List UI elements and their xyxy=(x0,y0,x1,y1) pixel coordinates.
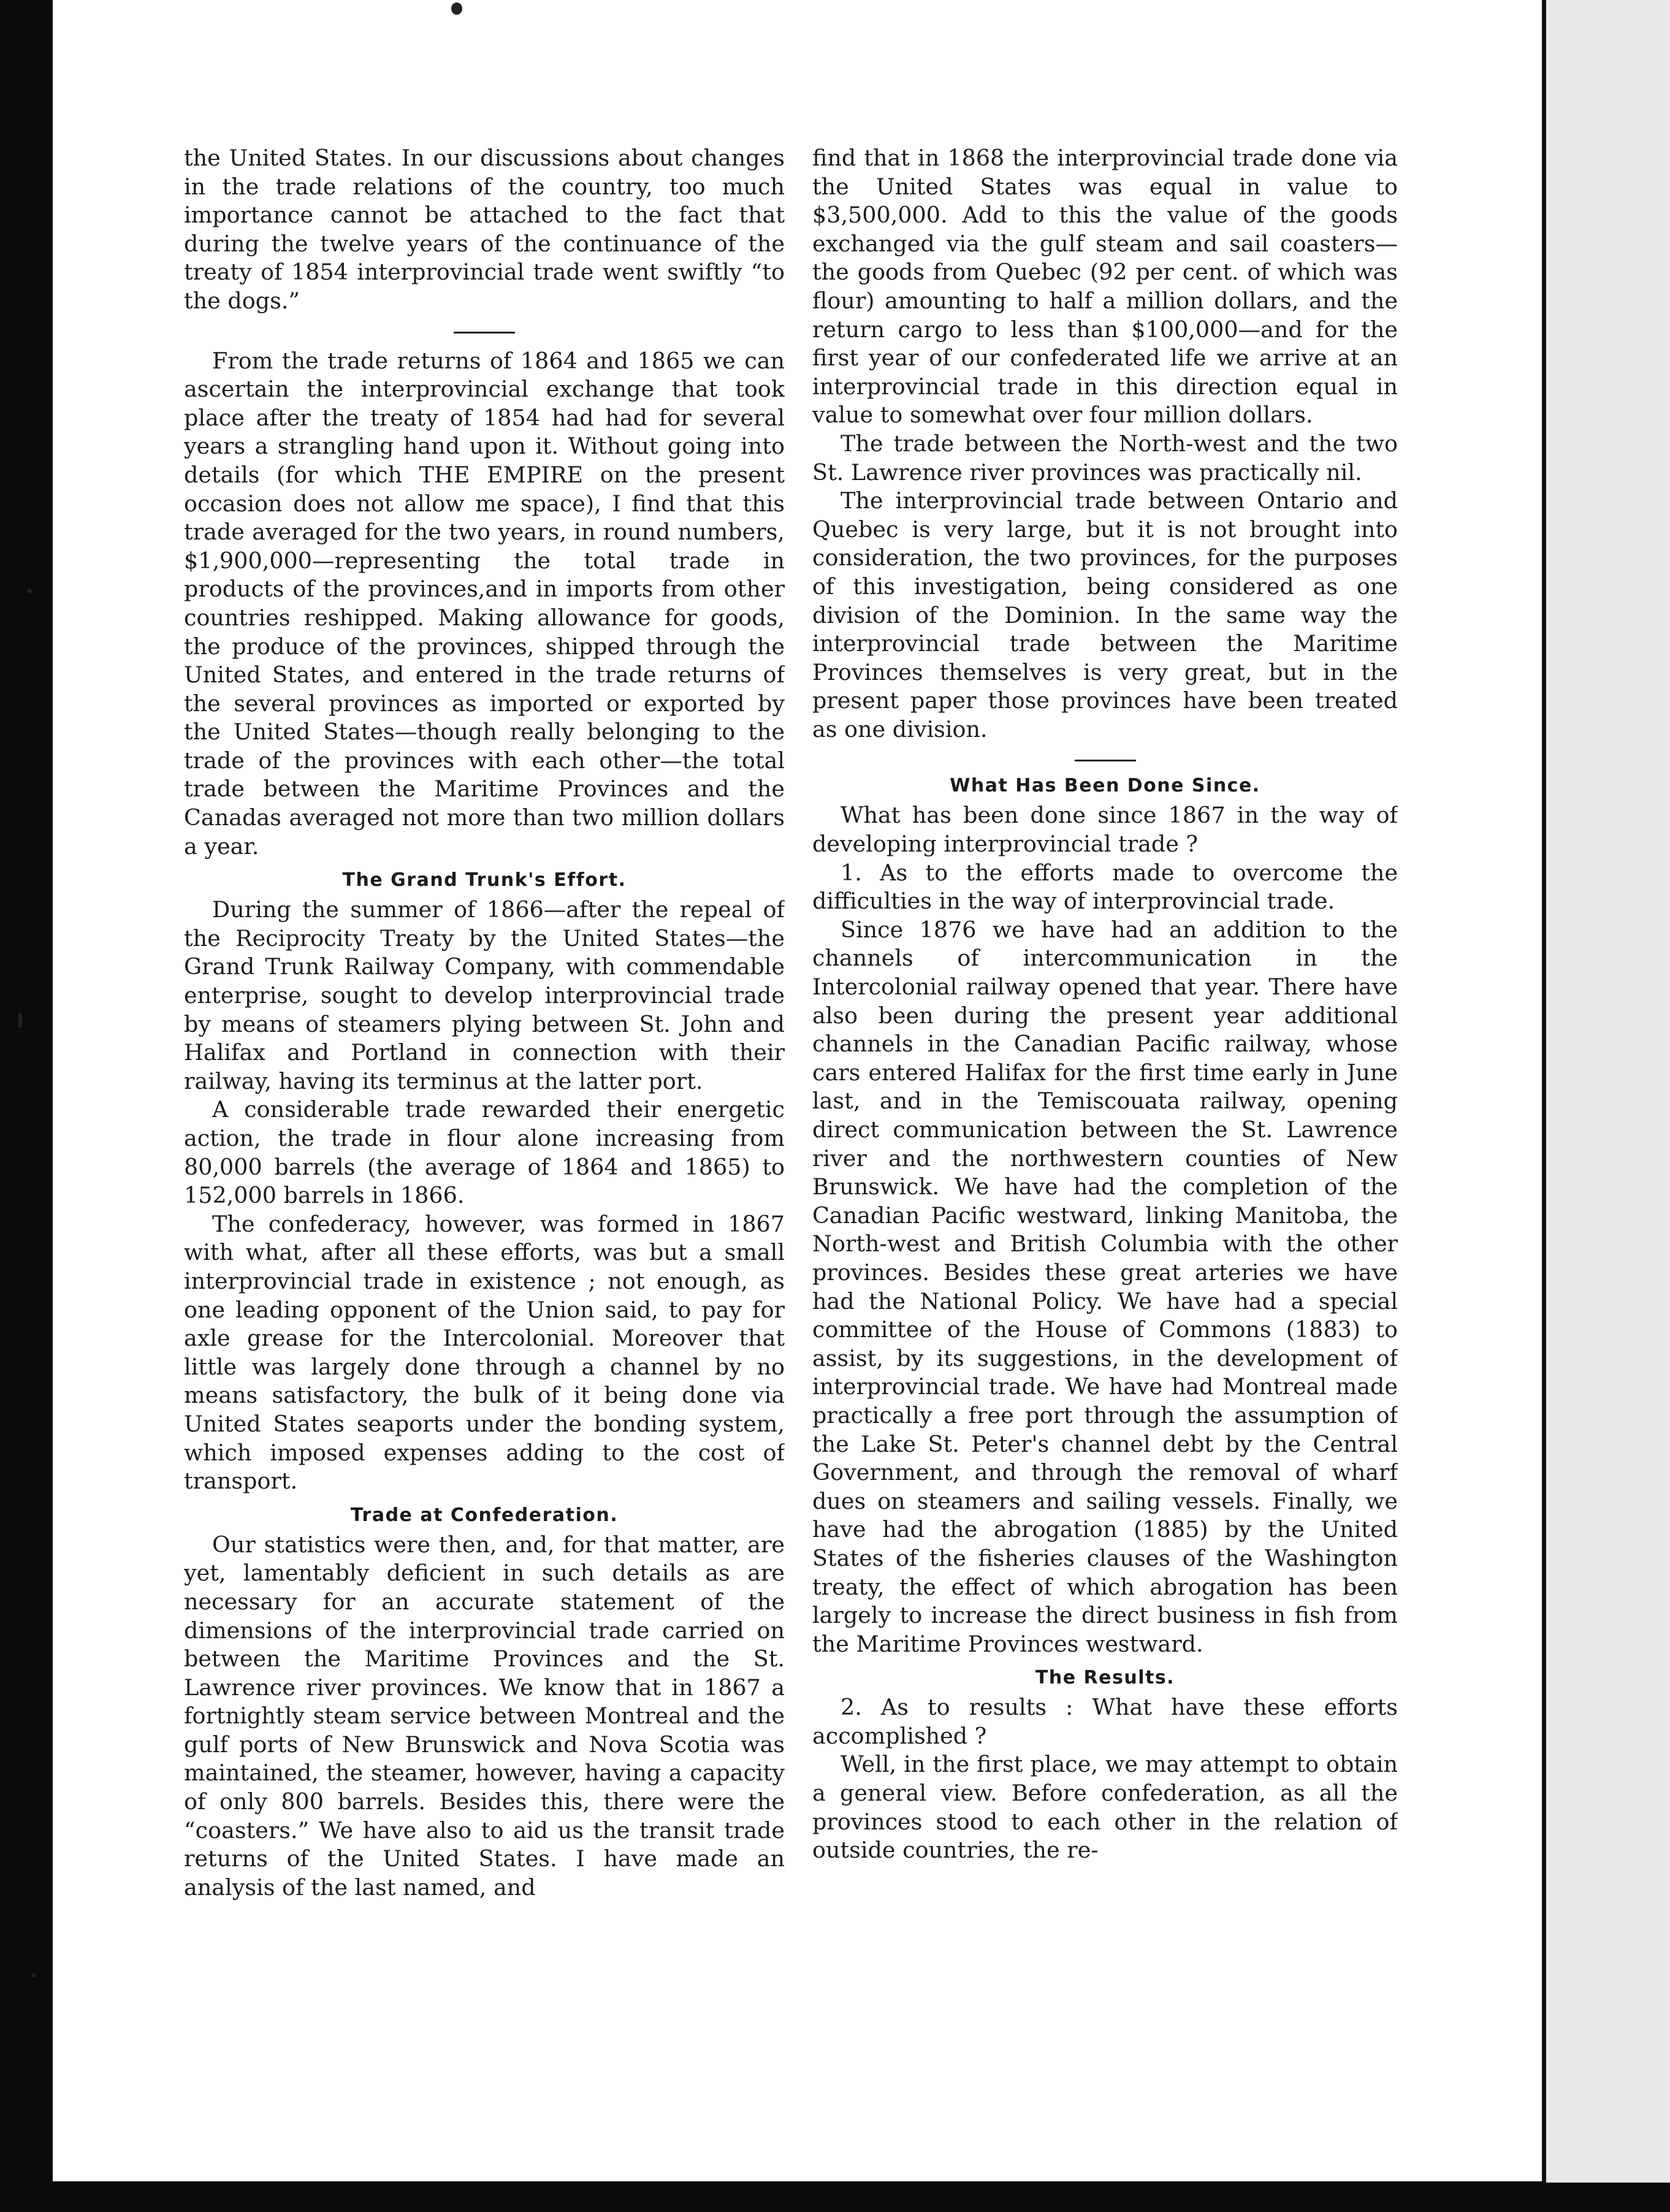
scan-speck xyxy=(18,1013,22,1028)
paragraph: Our statistics were then, and, for that matter, are yet, lamentably deficient in such details as are necessary for an accurate statement of the dimensions of the interprovincial trade carried on between the Maritime Provinces and the St. Lawrence river provinces. We know that in 1867 a fortnightly steam service between Montreal and the gulf ports of New Brunswick and Nova Scotia was maintained, the steamer, however, having a capacity of only 800 barrels. Besides this, there were the “coasters.” We have also to aid us the transit trade returns of the United States. I have made an analysis of the last named, and xyxy=(184,1531,785,1901)
page-gutter-line xyxy=(1542,0,1546,2183)
text-column-left xyxy=(184,144,785,2149)
section-heading: What Has Been Done Since. xyxy=(950,775,1260,797)
section-rule xyxy=(1075,760,1136,761)
scan-speck xyxy=(32,1973,36,1978)
paragraph: During the summer of 1866—after the repeal of the Reciprocity Treaty by the United States—the Grand Trunk Railway Company, with commendable enterprise, sought to develop interprovincial trade by means of steamers plying between St. John and Halifax and Portland in connection with their railway, having its terminus at the latter port. xyxy=(184,896,785,1094)
paragraph: 1. As to the efforts made to overcome the difficulties in the way of interprovincial trade. xyxy=(812,859,1398,915)
paragraph: The trade between the North-west and the two St. Lawrence river provinces was practically nil. xyxy=(812,430,1398,486)
paragraph: A considerable trade rewarded their energetic action, the trade in flour alone increasing from 80,000 barrels (the average of 1864 and 1865) to 152,000 barrels in 1866. xyxy=(184,1096,785,1209)
scan-speck xyxy=(27,589,32,593)
paragraph: From the trade returns of 1864 and 1865 we can ascertain the interprovincial exchange that took place after the treaty of 1854 had had for several years a strangling hand upon it. Without going into details (for which THE EMPIRE on the present occasion does not allow me space), I find that this trade averaged for the two years, in round numbers, $1,900,000—representing the total trade in products of the provinces,and in imports from other countries reshipped. Making allowance for goods, the produce of the provinces, shipped through the United States, and entered in the trade returns of the several provinces as imported or exported by the United States—though really belonging to the trade of the provinces with each other—the total trade between the Maritime Provinces and the Canadas averaged not more than two million dollars a year. xyxy=(184,347,785,860)
paragraph: What has been done since 1867 in the way of developing interprovincial trade ? xyxy=(812,802,1398,858)
paragraph: Since 1876 we have had an addition to the channels of intercommunication in the Intercolonial railway opened that year. There have also been during the present year additional channels in the Canadian Pacific railway, whose cars entered Halifax for the first time early in June last, and in the Temiscouata railway, opening direct communication between the St. Lawrence river and the northwestern counties of New Brunswick. We have had the completion of the Canadian Pacific westward, linking Manitoba, the North-west and British Columbia with the other provinces. Besides these great arteries we have had the National Policy. We have had a special committee of the House of Commons (1883) to assist, by its suggestions, in the development of interprovincial trade. We have had Montreal made practically a free port through the assumption of the Lake St. Peter's channel debt by the Central Government, and through the removal of wharf dues on steamers and sailing vessels. Finally, we have had the abrogation (1885) by the United States of the fisheries clauses of the Washington treaty, the effect of which abrogation has been largely to increase the direct business in fish from the Maritime Provinces westward. xyxy=(812,916,1398,1657)
paragraph: The confederacy, however, was formed in 1867 with what, after all these efforts, was but a small interprovincial trade in existence ; not enough, as one leading opponent of the Union said, to pay for axle grease for the Intercolonial. Moreover that little was largely done through a channel by no means satisfactory, the bulk of it being done via United States seaports under the bonding system, which imposed expenses adding to the cost of transport. xyxy=(184,1210,785,1495)
scan-speck xyxy=(451,2,462,15)
section-heading: Trade at Confederation. xyxy=(350,1504,619,1526)
paragraph: the United States. In our discussions about changes in the trade relations of the country, too much importance cannot be attached to the fact that during the twelve years of the continuance of the treaty of 1854 interprovincial trade went swiftly “to the dogs.” xyxy=(184,145,785,314)
section-rule xyxy=(454,332,515,334)
paragraph: find that in 1868 the interprovincial trade done via the United States was equal in value to $3,500,000. Add to this the value of the goods exchanged via the gulf steam and sail coasters—the goods from Quebec (92 per cent. of which was flour) amounting to half a million dollars, and the return cargo to less than $100,000—and for the first year of our confederated life we arrive at an interprovincial trade in this direction equal in value to somewhat over four million dollars. xyxy=(812,145,1398,429)
adjacent-page-margin xyxy=(1546,0,1670,2183)
paragraph: 2. As to results : What have these efforts accomplished ? xyxy=(812,1694,1398,1749)
paragraph: The interprovincial trade between Ontario and Quebec is very large, but it is not brought into consideration, the two provinces, for the purposes of this investigation, being considered as one division of the Dominion. In the same way the interprovincial trade between the Maritime Provinces themselves is very great, but in the present paper those provinces have been treated as one division. xyxy=(812,487,1398,742)
paragraph: Well, in the first place, we may attempt to obtain a general view. Before confederation, as all the provinces stood to each other in the relation of outside countries, the re- xyxy=(812,1751,1398,1864)
section-heading: The Results. xyxy=(1035,1667,1175,1689)
text-column-right xyxy=(812,144,1398,2149)
scan-border-left xyxy=(0,0,53,2212)
section-heading: The Grand Trunk's Effort. xyxy=(342,869,627,891)
scan-border-bottom xyxy=(0,2181,1670,2212)
